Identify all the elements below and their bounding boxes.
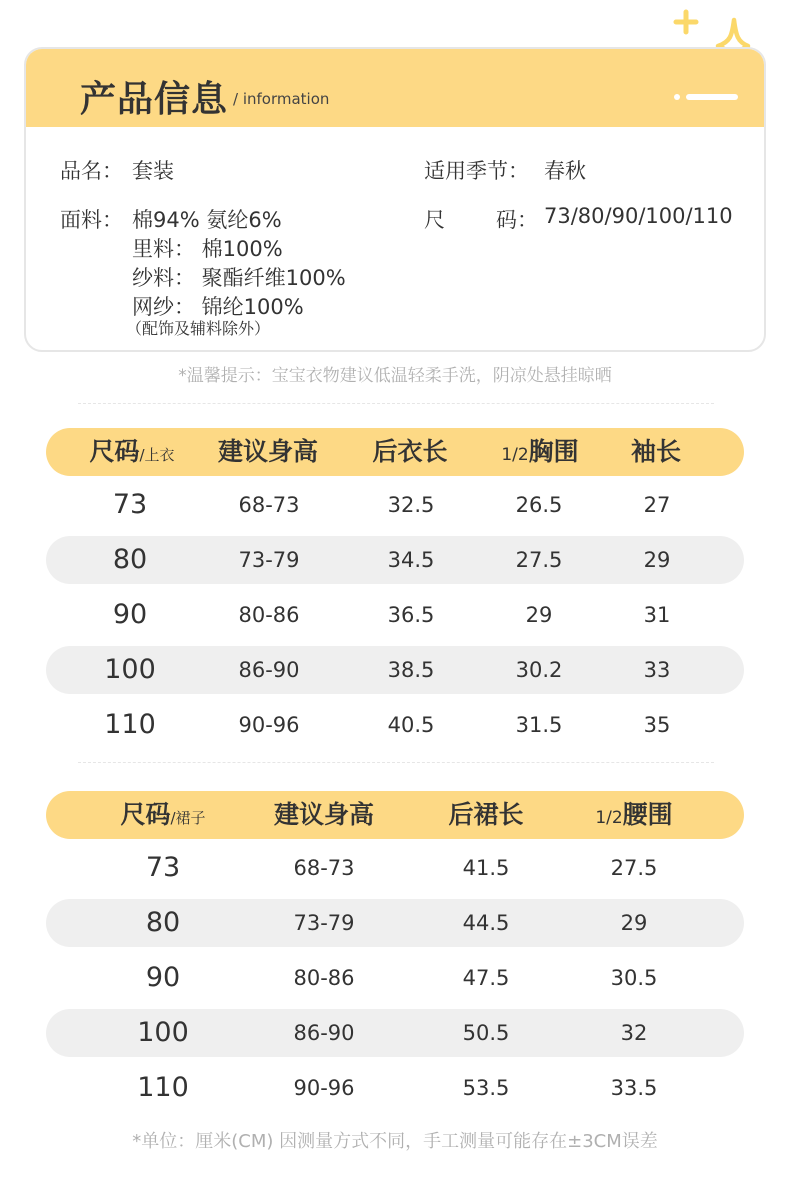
cell-half-waist: 29 — [620, 911, 648, 935]
cell-half-waist: 32 — [620, 1021, 648, 1045]
table-row — [46, 899, 744, 947]
cell-size: 110 — [104, 709, 156, 740]
header-skirt-length: 后裙长 — [448, 800, 524, 829]
cell-skirt-length: 44.5 — [462, 911, 510, 935]
card-header — [26, 49, 764, 127]
fabric-note: （配饰及辅料除外） — [126, 319, 271, 338]
header-half-waist: 1/2腰围 — [595, 800, 673, 829]
cell-half-waist: 27.5 — [610, 856, 658, 880]
header-dot-decoration — [674, 94, 680, 100]
cell-size: 80 — [112, 544, 148, 575]
bottom-table-header — [46, 791, 744, 839]
care-hint: *温馨提示：宝宝衣物建议低温轻柔手洗，阴凉处悬挂晾晒 — [178, 366, 612, 386]
cell-half-chest: 29 — [525, 603, 553, 627]
cell-height: 80-86 — [293, 966, 355, 990]
fabric-line-lining: 里料： 棉100% — [132, 237, 283, 261]
cell-size: 73 — [145, 852, 181, 883]
cell-half-waist: 33.5 — [610, 1076, 658, 1100]
cell-height: 86-90 — [238, 658, 300, 682]
cell-height: 73-79 — [238, 548, 300, 572]
cell-size: 90 — [112, 599, 148, 630]
cell-skirt-length: 47.5 — [462, 966, 510, 990]
header-half-chest: 1/2胸围 — [501, 437, 579, 466]
cell-height: 90-96 — [293, 1076, 355, 1100]
cell-sleeve: 35 — [643, 713, 671, 737]
size-label-2: 码： — [496, 208, 538, 232]
size-value: 73/80/90/100/110 — [544, 204, 733, 228]
cell-height: 68-73 — [238, 493, 300, 517]
cell-size: 80 — [145, 907, 181, 938]
cell-back-length: 36.5 — [387, 603, 435, 627]
cell-size: 100 — [104, 654, 156, 685]
season-value: 春秋 — [544, 159, 586, 183]
fabric-label: 面料： — [60, 208, 123, 232]
table-row — [46, 844, 744, 892]
cell-skirt-length: 53.5 — [462, 1076, 510, 1100]
table-row — [46, 591, 744, 639]
header-bar-decoration — [686, 94, 738, 100]
cell-height: 80-86 — [238, 603, 300, 627]
header-height: 建议身高 — [273, 800, 375, 829]
cell-half-chest: 30.2 — [515, 658, 563, 682]
name-label: 品名： — [60, 159, 123, 183]
card-title: 产品信息 — [80, 79, 229, 120]
table-row — [46, 701, 744, 749]
cell-sleeve: 27 — [643, 493, 671, 517]
cell-back-length: 32.5 — [387, 493, 435, 517]
cell-half-waist: 30.5 — [610, 966, 658, 990]
product-info-card — [24, 47, 766, 352]
cell-size: 100 — [137, 1017, 189, 1048]
header-height: 建议身高 — [217, 437, 319, 466]
cell-size: 110 — [137, 1072, 189, 1103]
cell-back-length: 38.5 — [387, 658, 435, 682]
fabric-line-main: 棉94% 氨纶6% — [132, 208, 282, 232]
cell-back-length: 34.5 — [387, 548, 435, 572]
table-row — [46, 1064, 744, 1112]
table-row — [46, 481, 744, 529]
measurement-footnote: *单位：厘米(CM) 因测量方式不同，手工测量可能存在±3CM误差 — [132, 1131, 658, 1152]
cell-skirt-length: 41.5 — [462, 856, 510, 880]
cell-half-chest: 31.5 — [515, 713, 563, 737]
cell-height: 73-79 — [293, 911, 355, 935]
cell-sleeve: 29 — [643, 548, 671, 572]
cell-height: 68-73 — [293, 856, 355, 880]
dashed-divider — [78, 403, 714, 404]
cell-sleeve: 31 — [643, 603, 671, 627]
name-value: 套装 — [132, 159, 174, 183]
size-label-1: 尺 — [424, 208, 445, 232]
fabric-line-yarn: 纱料： 聚酯纤维100% — [132, 266, 346, 290]
table-row — [46, 646, 744, 694]
cell-height: 86-90 — [293, 1021, 355, 1045]
cell-half-chest: 27.5 — [515, 548, 563, 572]
cell-size: 73 — [112, 489, 148, 520]
header-size: 尺码/上衣 — [89, 437, 175, 466]
table-row — [46, 954, 744, 1002]
table-row — [46, 1009, 744, 1057]
cell-back-length: 40.5 — [387, 713, 435, 737]
cell-sleeve: 33 — [643, 658, 671, 682]
top-table-header — [46, 428, 744, 476]
cell-half-chest: 26.5 — [515, 493, 563, 517]
table-row — [46, 536, 744, 584]
dashed-divider — [78, 762, 714, 763]
cell-height: 90-96 — [238, 713, 300, 737]
season-label: 适用季节： — [424, 159, 529, 183]
fabric-line-mesh: 网纱： 锦纶100% — [132, 295, 304, 319]
cell-skirt-length: 50.5 — [462, 1021, 510, 1045]
header-sleeve: 袖长 — [630, 437, 682, 466]
header-back-length: 后衣长 — [372, 437, 448, 466]
card-subtitle: / information — [233, 90, 330, 108]
header-size: 尺码/裙子 — [120, 800, 206, 829]
cell-size: 90 — [145, 962, 181, 993]
